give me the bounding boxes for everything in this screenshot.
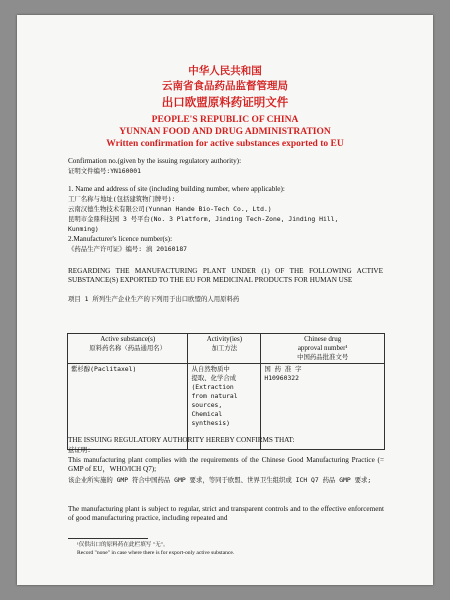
col-approval-en-2: approval number¹ (297, 344, 348, 352)
active-substance-table (67, 333, 385, 450)
cell-activity-line: sources, (191, 401, 223, 409)
header-country-en: PEOPLE'S REPUBLIC OF CHINA (151, 115, 299, 125)
footnote-zh: ¹仅供出口的原料药在此栏填写 "无"。 (77, 542, 169, 548)
confirmation-number: 证明文件编号:YN160001 (68, 167, 141, 175)
col-approval-zh: 中国药品批准文号 (297, 353, 349, 361)
confirmation-label: Confirmation no.(given by the issuing regulatory authority): (68, 157, 242, 165)
regarding-text: REGARDING THE MANUFACTURING PLANT UNDER (1) OF THE FOLLOWING ACTIVE SUBSTANCE(S) EXPORTED TO THE EU FOR MEDICINAL PRODUCTS FOR HUMAN USE (68, 267, 383, 284)
table-header-row (68, 334, 385, 364)
site-label-zh: 工厂名称与地址(包括建筑物门牌号): (68, 195, 176, 203)
confirms-para1-zh: 该企业所实施的 GMP 符合中国药品 GMP 要求，等同于欧盟、世界卫生组织或 ICH Q7 药品 GMP 要求; (68, 476, 372, 484)
cell-activity-line: 提取、化学合成 (191, 374, 237, 382)
licence-label: 2.Manufacturer's licence number(s): (68, 235, 173, 243)
cell-activity-line: from natural (191, 392, 238, 400)
confirms-label-zh: 兹证明: (68, 446, 92, 454)
licence-number: 《药品生产许可证》编号: 滇 20160187 (68, 245, 188, 253)
header-title-en: Written confirmation for active substances exported to EU (106, 139, 344, 149)
footnote-en: Record "none" in case where there is for export-only active substance. (77, 550, 235, 556)
cell-approval-line: 国 药 准 字 (264, 365, 302, 373)
confirms-para2: The manufacturing plant is subject to regular, strict and transparent controls and to the effective enforcement of good manufacturing practice, including repeated and (68, 505, 384, 522)
site-address-line2: Kunming) (68, 225, 99, 233)
header-country-zh: 中华人民共和国 (188, 65, 262, 77)
regarding-text-zh: 项目 1 所列生产企业生产的下列用于出口欧盟的人用原料药 (68, 295, 240, 303)
confirms-para1: This manufacturing plant complies with the requirements of the Chinese Good Manufacturing Practice (= GMP of EU，WHO/ICH Q7); (68, 456, 384, 473)
site-address-line1: 昆明市金鼎科技园 3 号平台(No. 3 Platform, Jinding Tech-Zone, Jinding Hill, (68, 215, 339, 223)
cell-activity-line: synthesis) (191, 419, 230, 427)
footnote-divider (68, 538, 148, 539)
cell-activity-line: (Extraction (191, 383, 234, 391)
col-active-substance-en: Active substance(s) (100, 335, 156, 343)
cell-substance: 紫杉醇(Paclitaxel) (71, 365, 137, 373)
cell-activity-line: Chemical (191, 410, 223, 418)
col-activity-en: Activity(ies) (206, 335, 243, 343)
cell-activity-line: 从自然物质中 (191, 365, 230, 373)
header-authority-zh: 云南省食品药品监督管理局 (162, 80, 288, 92)
col-active-substance-zh: 原料药名称（药品通用名） (89, 344, 167, 352)
site-label: 1. Name and address of site (including building number, where applicable): (68, 185, 285, 193)
confirms-label: THE ISSUING REGULATORY AUTHORITY HEREBY CONFIRMS THAT: (68, 436, 295, 444)
col-activity-zh: 加工方法 (211, 344, 238, 352)
cell-approval-number: H10960322 (264, 374, 299, 382)
header-title-zh: 出口欧盟原料药证明文件 (161, 95, 289, 109)
document-sheet (17, 15, 433, 585)
site-name: 云南汉德生物技术有限公司(Yunnan Hande Bio-Tech Co., Ltd.) (68, 205, 272, 213)
header-authority-en: YUNNAN FOOD AND DRUG ADMINISTRATION (119, 127, 331, 137)
col-approval-en-1: Chinese drug (304, 335, 342, 343)
